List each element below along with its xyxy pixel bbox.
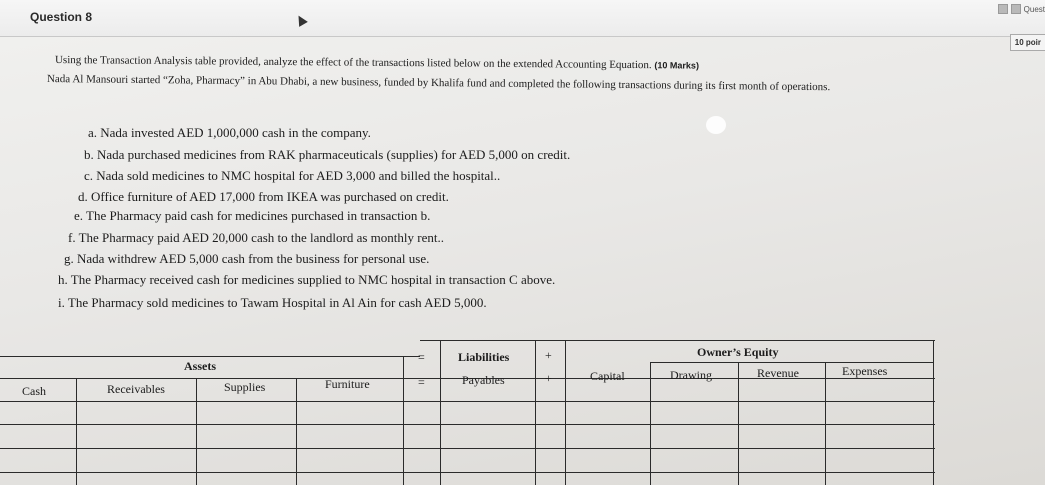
table-col-line xyxy=(650,362,651,485)
assets-header: Assets xyxy=(184,359,216,373)
instructions xyxy=(55,54,699,72)
col-expenses: Expenses xyxy=(842,364,888,378)
transaction-item: c. Nada sold medicines to NMC hospital for AED 3,000 and billed the hospital.. xyxy=(84,168,501,183)
transaction-item: e. The Pharmacy paid cash for medicines purchased in transaction b. xyxy=(74,208,431,223)
table-row-line xyxy=(0,401,935,402)
col-capital: Capital xyxy=(590,369,625,383)
instructions-text: Using the Transaction Analysis table provided, analyze the effect of the transactions listed below on the extended Accounting Equation. xyxy=(54,54,652,72)
table-row-line xyxy=(0,448,935,449)
col-drawing: Drawing xyxy=(670,368,712,382)
transaction-item: i. The Pharmacy sold medicines to Tawam Hospital in Al Ain for cash AED 5,000. xyxy=(58,295,487,310)
table-border-top-right xyxy=(420,340,935,341)
table-col-line xyxy=(196,378,197,485)
table-col-line xyxy=(296,378,297,485)
col-equals: = xyxy=(418,375,425,389)
question-title: Question 8 xyxy=(30,10,93,24)
table-row-line xyxy=(0,472,935,473)
question-nav[interactable] xyxy=(998,4,1045,14)
transaction-item: a. Nada invested AED 1,000,000 cash in the company. xyxy=(88,125,371,140)
owners-equity-header: Owner’s Equity xyxy=(697,345,779,359)
table-col-line xyxy=(535,340,536,485)
table-col-line xyxy=(403,356,404,485)
transaction-item: h. The Pharmacy received cash for medicines supplied to NMC hospital in transaction C above. xyxy=(58,272,556,287)
marks-label: (10 Marks) xyxy=(654,60,700,71)
equity-subheader-line xyxy=(650,362,934,363)
col-payables: Payables xyxy=(462,373,505,387)
table-col-line xyxy=(738,362,739,485)
table-border-top xyxy=(0,356,420,357)
transaction-item: d. Office furniture of AED 17,000 from IKEA was purchased on credit. xyxy=(78,189,449,204)
col-cash: Cash xyxy=(22,384,46,398)
points-badge: 10 poir xyxy=(1010,34,1045,51)
table-row-line xyxy=(0,424,935,425)
table-col-line xyxy=(565,340,566,485)
col-plus: + xyxy=(545,371,552,385)
quest-tab-label[interactable]: Quest xyxy=(1023,4,1045,14)
transaction-item: b. Nada purchased medicines from RAK pharmaceuticals (supplies) for AED 5,000 on credit. xyxy=(84,147,571,162)
col-furniture: Furniture xyxy=(325,377,370,391)
transaction-item: g. Nada withdrew AED 5,000 cash from the business for personal use. xyxy=(64,251,430,266)
question-header xyxy=(0,0,1045,37)
table-col-line xyxy=(76,378,77,485)
grid-icon[interactable] xyxy=(998,4,1008,14)
table-col-line xyxy=(825,362,826,485)
table-col-line xyxy=(440,340,441,485)
plus-sign: + xyxy=(545,348,552,362)
scenario-intro: Nada Al Mansouri started “Zoha, Pharmacy” in Abu Dhabi, a new business, funded by Khalifa fund and completed the following transactions during its first month of operations. xyxy=(46,73,831,94)
transaction-analysis-table xyxy=(0,338,940,485)
col-supplies: Supplies xyxy=(224,380,266,394)
liabilities-header: Liabilities xyxy=(458,350,510,364)
col-receivables: Receivables xyxy=(107,382,165,396)
flag-icon[interactable] xyxy=(1011,4,1021,14)
transaction-item: f. The Pharmacy paid AED 20,000 cash to the landlord as monthly rent.. xyxy=(68,230,444,245)
col-revenue: Revenue xyxy=(757,366,799,380)
glare-spot xyxy=(706,116,726,134)
equals-sign: = xyxy=(418,350,425,364)
